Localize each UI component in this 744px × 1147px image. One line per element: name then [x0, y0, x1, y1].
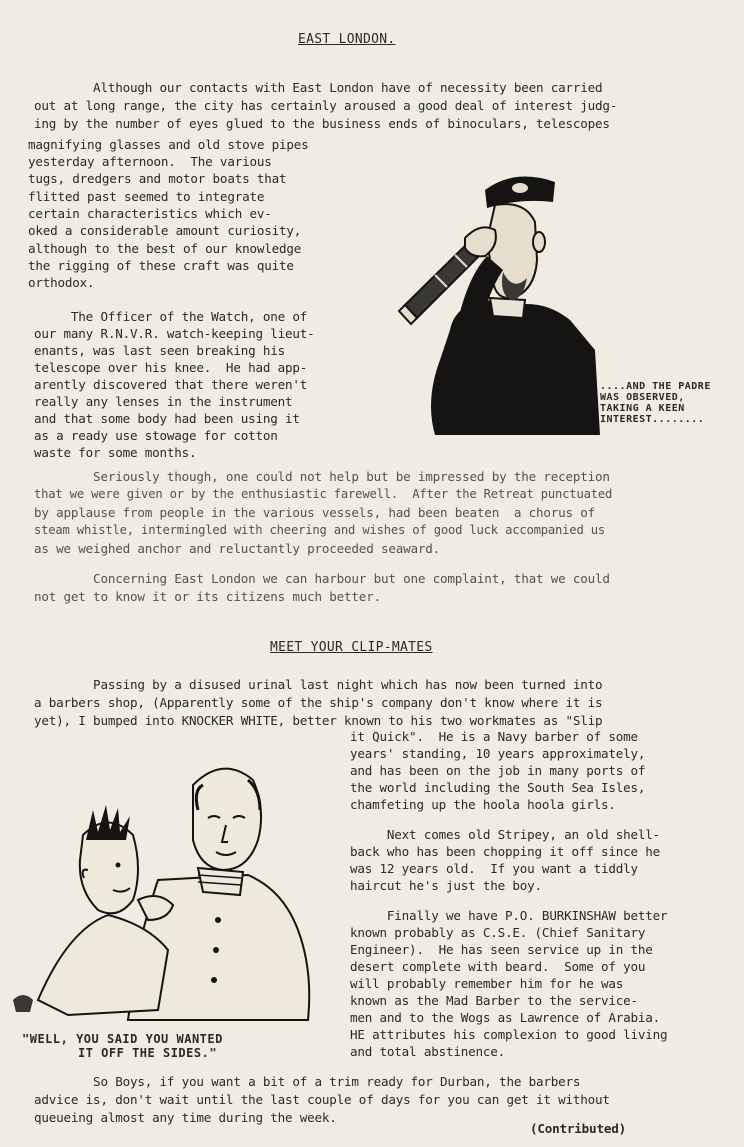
- body-line: certain characteristics which ev-: [28, 206, 272, 221]
- caption-line: "WELL, YOU SAID YOU WANTED: [22, 1032, 223, 1046]
- body-line: known as the Mad Barber to the service-: [350, 993, 638, 1008]
- padre-caption: [600, 381, 711, 425]
- body-line: Next comes old Stripey, an old shell-: [350, 827, 661, 842]
- body-line: chamfeting up the hoola hoola girls.: [350, 797, 616, 812]
- body-line: magnifying glasses and old stove pipes: [28, 137, 309, 152]
- section-title-clip-mates: MEET YOUR CLIP-MATES: [270, 640, 433, 655]
- body-line: Seriously though, one could not help but be impressed by the reception: [34, 469, 610, 484]
- body-line: and has been on the job in many ports of: [350, 763, 646, 778]
- body-line: the world including the South Sea Isles,: [350, 780, 646, 795]
- body-line: tugs, dredgers and motor boats that: [28, 171, 287, 186]
- body-line: desert complete with beard. Some of you: [350, 959, 646, 974]
- body-line: oked a considerable amount curiosity,: [28, 223, 302, 238]
- body-line: waste for some months.: [34, 445, 197, 460]
- body-line: Concerning East London we can harbour but one complaint, that we could: [34, 571, 610, 586]
- body-line: HE attributes his complexion to good living: [350, 1027, 668, 1042]
- body-line: out at long range, the city has certainly aroused a good deal of interest judg-: [34, 98, 618, 113]
- body-line: yesterday afternoon. The various: [28, 154, 272, 169]
- body-line: really any lenses in the instrument: [34, 394, 293, 409]
- body-line: queueing almost any time during the week.: [34, 1110, 337, 1125]
- body-line: known probably as C.S.E. (Chief Sanitary: [350, 925, 646, 940]
- body-line: enants, was last seen breaking his: [34, 343, 285, 358]
- body-line: it Quick". He is a Navy barber of some: [350, 729, 638, 744]
- body-line: arently discovered that there weren't: [34, 377, 308, 392]
- caption-line: ....AND THE PADRE: [600, 381, 711, 392]
- body-line: as a ready use stowage for cotton: [34, 428, 278, 443]
- body-line: orthodox.: [28, 275, 95, 290]
- body-line: yet), I bumped into KNOCKER WHITE, better known to his two workmates as "Slip: [34, 713, 603, 728]
- body-line: advice is, don't wait until the last couple of days for you can get it without: [34, 1092, 610, 1107]
- padre-with-telescope-illustration: [395, 160, 610, 440]
- body-line: So Boys, if you want a bit of a trim ready for Durban, the barbers: [34, 1074, 581, 1089]
- body-line: ing by the number of eyes glued to the business ends of binoculars, telescopes: [34, 116, 610, 131]
- body-line: flitted past seemed to integrate: [28, 189, 265, 204]
- caption-line: INTEREST........: [600, 414, 705, 425]
- body-line: Although our contacts with East London have of necessity been carried: [34, 80, 603, 95]
- body-line: a barbers shop, (Apparently some of the ship's company don't know where it is: [34, 695, 603, 710]
- body-line: haircut he's just the boy.: [350, 878, 542, 893]
- barber-caption: [22, 1032, 223, 1060]
- body-line: and total abstinence.: [350, 1044, 506, 1059]
- section-title-east-london: EAST LONDON.: [298, 32, 396, 47]
- caption-line: TAKING A KEEN: [600, 403, 685, 414]
- body-line: Finally we have P.O. BURKINSHAW better: [350, 908, 668, 923]
- body-line: years' standing, 10 years approximately,: [350, 746, 646, 761]
- body-line: Engineer). He has seen service up in the: [350, 942, 653, 957]
- body-line: that we were given or by the enthusiastic farewell. After the Retreat punctuated: [34, 487, 613, 501]
- body-line: by applause from people in the various vessels, had been beaten a chorus of: [34, 505, 596, 520]
- body-line: men and to the Wogs as Lawrence of Arabia.: [350, 1010, 661, 1025]
- caption-line: WAS OBSERVED,: [600, 392, 685, 403]
- body-line: Passing by a disused urinal last night which has now been turned into: [34, 677, 603, 692]
- body-line: although to the best of our knowledge: [28, 241, 302, 256]
- body-line: the rigging of these craft was quite: [28, 258, 294, 273]
- contributed-note: (Contributed): [530, 1121, 626, 1136]
- caption-line: IT OFF THE SIDES.": [78, 1046, 218, 1060]
- barber-and-customer-illustration: [8, 750, 318, 1030]
- body-line: The Officer of the Watch, one of: [34, 309, 308, 324]
- body-line: will probably remember him for he was: [350, 976, 624, 991]
- body-line: our many R.N.V.R. watch-keeping lieut-: [34, 326, 315, 341]
- body-line: as we weighed anchor and reluctantly proceeded seaward.: [34, 541, 441, 556]
- body-line: not get to know it or its citizens much better.: [34, 589, 381, 604]
- body-line: steam whistle, intermingled with cheering and wishes of good luck accompanied us: [34, 523, 605, 537]
- body-line: and that some body had been using it: [34, 411, 300, 426]
- body-line: back who has been chopping it off since he: [350, 844, 661, 859]
- body-line: telescope over his knee. He had app-: [34, 360, 308, 375]
- body-line: was 12 years old. If you want a tiddly: [350, 861, 638, 876]
